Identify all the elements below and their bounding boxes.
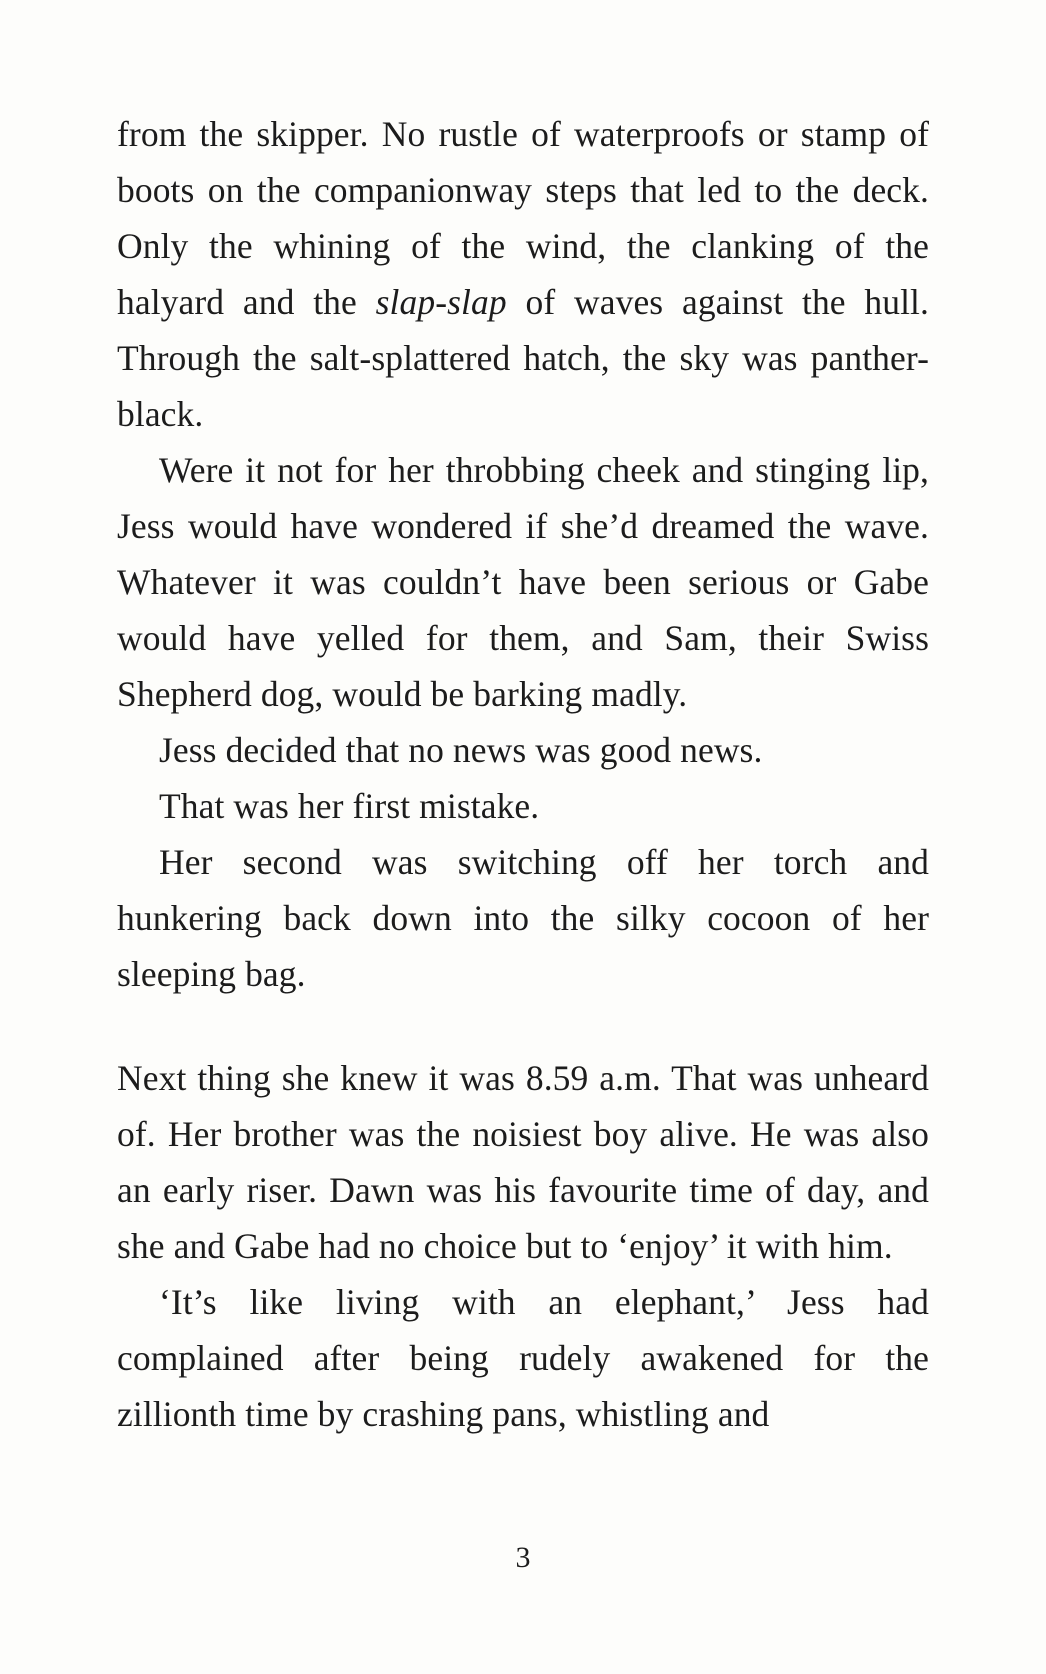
paragraph-continuation [117,106,929,442]
paragraph: ‘It’s like living with an elephant,’ Jess had complained after being rudely awakened for the zillionth time by crashing pans, whistling and [117,1282,929,1434]
page-number: 3 [515,1541,531,1574]
paragraph-section-start: Next thing she knew it was 8.59 a.m. That was unheard of. Her brother was the noisiest boy alive. He was also an early riser. Dawn was his favourite time of day, and she and Gabe had no choice but to ‘enjoy’ it with him. [117,1058,929,1266]
text-section-2 [117,1050,929,1442]
text-section-1 [117,106,929,1002]
paragraph-text: from the skipper. No rustle of waterproofs or stamp of boots on the companionway steps that led to the deck. Only the whining of the wind, the clanking of the halyard and the [117,114,929,322]
paragraph: Her second was switching off her torch and hunkering back down into the silky cocoon of her sleeping bag. [117,842,929,994]
paragraph: That was her first mistake. [159,786,540,826]
paragraph: Jess decided that no news was good news. [159,730,763,770]
paragraph: Were it not for her throbbing cheek and stinging lip, Jess would have wondered if she’d dreamed the wave. Whatever it was couldn’t have been serious or Gabe would have yelled for them, and Sam, their Swiss Shepherd dog, would be barking madly. [117,450,929,714]
paragraph-text: of waves against the hull. Through the salt-splattered hatch, the sky was panther-black. [117,282,929,434]
italic-phrase: slap-slap [375,282,507,322]
